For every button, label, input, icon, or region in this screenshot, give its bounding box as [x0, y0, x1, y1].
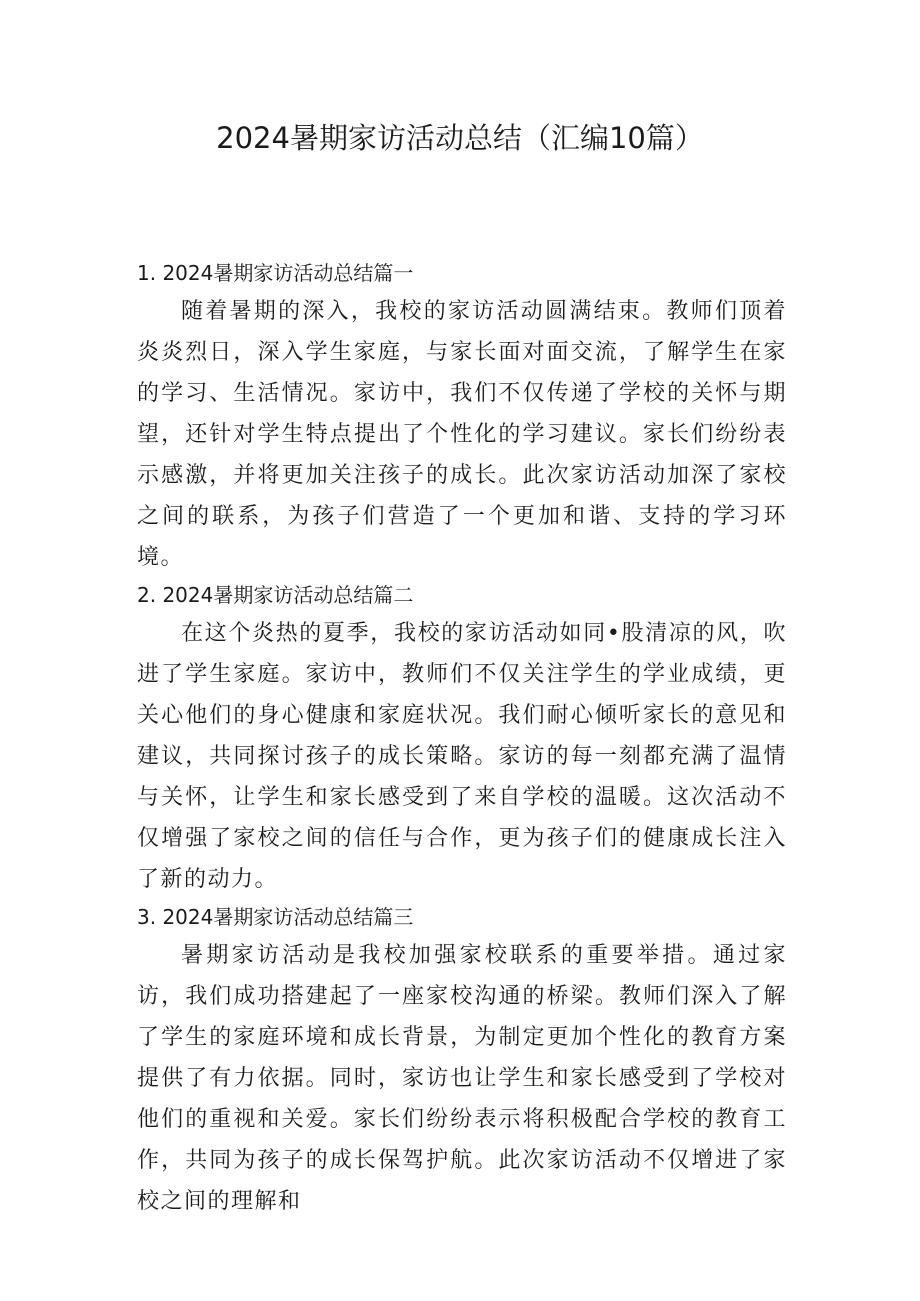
- section-heading: 1. 2024暑期家访活动总结篇一: [137, 261, 414, 285]
- section-body: 随着暑期的深入，我校的家访活动圆满结束。教师们顶着炎炎烈日，深入学生家庭，与家长面对面交流，了解学生在家的学习、生活情况。家访中，我们不仅传递了学校的关怀与期望，还针对学生特点提出了个性化的学习建议。家长们纷纷表示感激，并将更加关注孩子的成长。此次家访活动加深了家校之间的联系，为孩子们营造了一个更加和谐、支持的学习环境。: [137, 299, 787, 570]
- section: [137, 578, 787, 900]
- section: [137, 900, 787, 1222]
- section: [137, 256, 787, 578]
- document-title: 2024暑期家访活动总结（汇编10篇）: [216, 121, 704, 155]
- section-body: 暑期家访活动是我校加强家校联系的重要举措。通过家访，我们成功搭建起了一座家校沟通的桥梁。教师们深入了解了学生的家庭环境和成长背景，为制定更加个性化的教育方案提供了有力依据。同时，家访也让学生和家长感受到了学校对他们的重视和关爱。家长们纷纷表示将积极配合学校的教育工作，共同为孩子的成长保驾护航。此次家访活动不仅增进了家校之间的理解和: [137, 943, 787, 1214]
- section-heading: 3. 2024暑期家访活动总结篇三: [137, 905, 414, 929]
- document-content: [137, 256, 787, 1222]
- section-heading: 2. 2024暑期家访活动总结篇二: [137, 583, 414, 607]
- section-body: 在这个炎热的夏季，我校的家访活动如同•股清凉的风，吹进了学生家庭。家访中，教师们不仅关注学生的学业成绩，更关心他们的身心健康和家庭状况。我们耐心倾听家长的意见和建议，共同探讨孩子的成长策略。家访的每一刻都充满了温情与关怀，让学生和家长感受到了来自学校的温暖。这次活动不仅增强了家校之间的信任与合作，更为孩子们的健康成长注入了新的动力。: [137, 621, 787, 892]
